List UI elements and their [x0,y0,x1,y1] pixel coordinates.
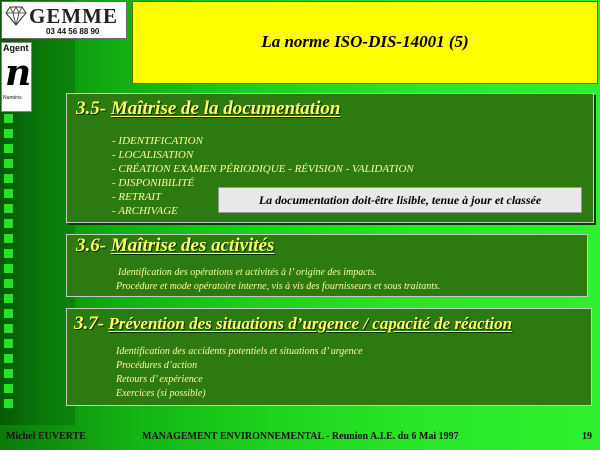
section-number: 3.7- [74,313,105,334]
green-square-column [4,114,16,414]
green-square-icon [4,234,13,243]
list-item: Procédures d’action [116,360,198,371]
emergency-list [116,345,363,401]
section-heading [74,313,512,335]
green-square-icon [4,309,13,318]
page-number: 19 [582,431,592,442]
green-square-icon [4,339,13,348]
green-square-icon [4,399,13,408]
green-square-icon [4,219,13,228]
list-item: - LOCALISATION [112,149,194,161]
green-square-icon [4,384,13,393]
logo-phone: 03 44 56 88 90 [46,27,100,36]
list-item: Exercices (si possible) [116,388,206,399]
green-square-icon [4,189,13,198]
footer-center: MANAGEMENT ENVIRONNEMENTAL - Reunion A.I.E. du 6 Mai 1997 [142,431,459,442]
section-title: Maîtrise de la documentation [110,98,341,119]
section-heading [76,235,274,257]
section-title: Maîtrise des activités [110,235,275,256]
list-item: - RETRAIT [112,191,162,203]
green-square-icon [4,369,13,378]
green-square-icon [4,354,13,363]
list-item: Retours d’ expérience [116,374,203,385]
list-item: - ARCHIVAGE [112,205,178,217]
section-number: 3.6- [76,235,107,256]
list-item: - DISPONIBILITÉ [112,177,195,189]
green-square-icon [4,204,13,213]
agent-letter: n [5,52,32,94]
section-title: Prévention des situations d’urgence / capacité de réaction [108,314,513,333]
title-banner [132,1,598,84]
slide-footer [0,425,600,450]
documentation-callout: La documentation doit-être lisible, tenue à jour et classée [218,187,582,213]
list-item: Procédure et mode opératoire interne, vis à vis des fournisseurs et sous traitants. [116,281,441,292]
agent-sub: Numéris [3,95,22,101]
diamond-icon [5,5,27,27]
logo-wordmark: GEMME [29,4,118,28]
green-square-icon [4,264,13,273]
green-square-icon [4,159,13,168]
green-square-icon [4,144,13,153]
agent-label: Agent [3,43,29,53]
agent-numeris-logo [1,42,32,112]
green-square-icon [4,174,13,183]
list-item: - IDENTIFICATION [112,135,203,147]
activities-list [116,266,440,294]
gemme-logo [1,1,127,39]
slide-title: La norme ISO-DIS-14001 (5) [261,32,469,51]
green-square-icon [4,294,13,303]
green-square-icon [4,114,13,123]
green-square-icon [4,279,13,288]
section-number: 3.5- [76,98,107,119]
footer-author: Michel EUVERTE [6,431,86,442]
green-square-icon [4,129,13,138]
section-heading [76,98,340,120]
green-square-icon [4,324,13,333]
list-item: Identification des opérations et activités à l’ origine des impacts. [118,267,377,278]
green-square-icon [4,249,13,258]
list-item: Identification des accidents potentiels et situations d’ urgence [116,346,363,357]
list-item: - CRÉATION EXAMEN PÉRIODIQUE - RÉVISION - VALIDATION [112,163,414,175]
